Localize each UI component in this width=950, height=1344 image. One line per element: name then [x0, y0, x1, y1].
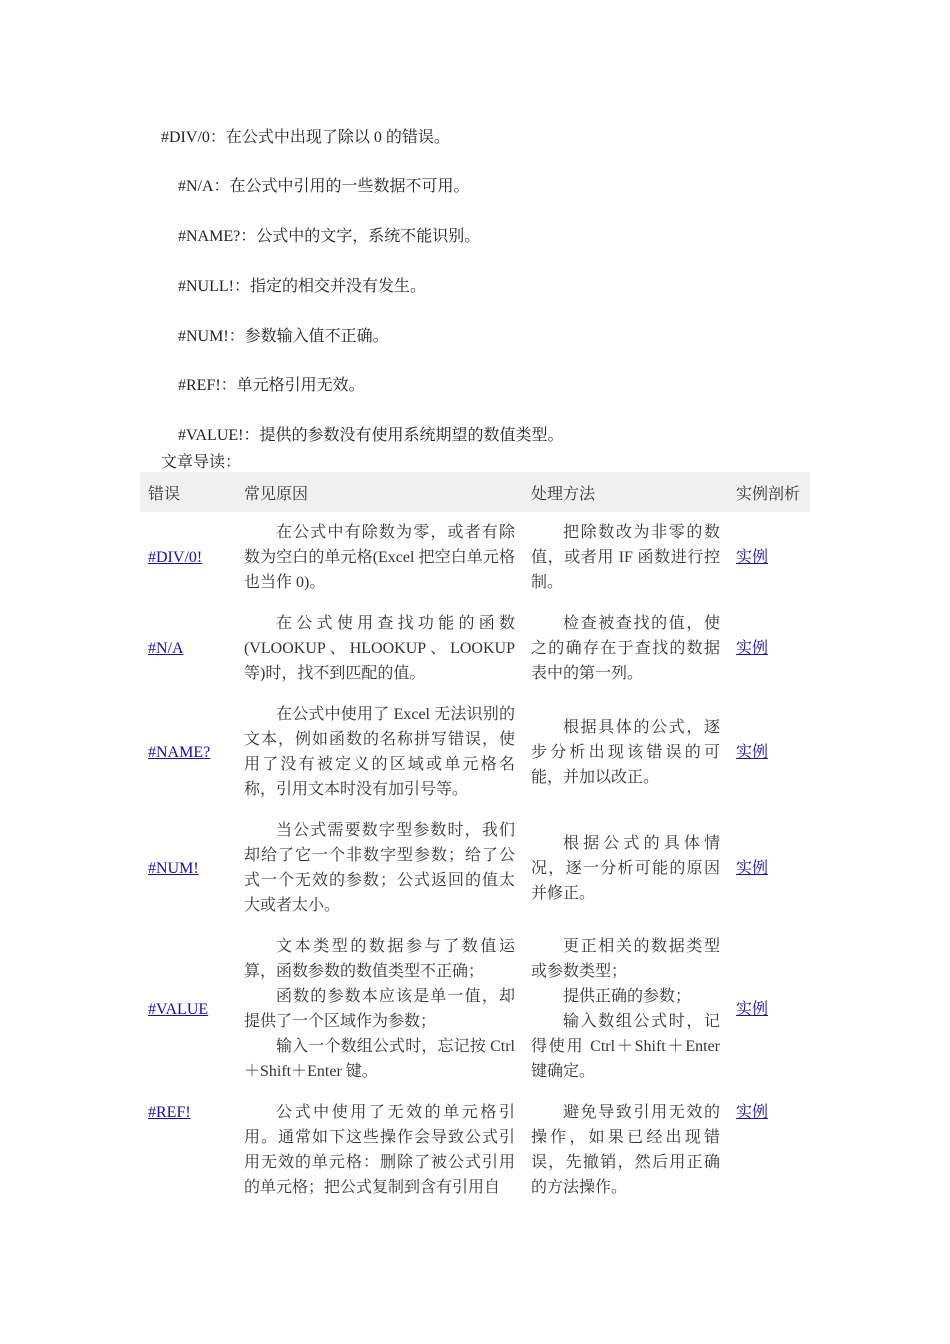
- table-row: [140, 694, 810, 810]
- intro-line-name: #NAME?：公式中的文字，系统不能识别。: [178, 228, 481, 245]
- intro-line-value: #VALUE!：提供的参数没有使用系统期望的数值类型。: [178, 427, 564, 444]
- fix-paragraph: 输入数组公式时，记得使用 Ctrl＋Shift＋Enter 键确定。: [531, 1013, 720, 1080]
- fix-paragraph: 提供正确的参数；: [563, 988, 692, 1005]
- header-fix: 处理方法: [523, 472, 728, 512]
- cause-cell: 在公式中有除数为零，或者有除数为空白的单元格(Excel 把空白单元格也当作 0)。: [244, 524, 515, 591]
- fix-cell: 检查被查找的值，使之的确存在于查找的数据表中的第一列。: [531, 615, 720, 682]
- header-error: 错误: [140, 472, 236, 512]
- cause-cell: [236, 926, 523, 1092]
- cause-paragraph: 文本类型的数据参与了数值运算，函数参数的数值类型不正确；: [244, 938, 515, 980]
- example-link[interactable]: 实例: [736, 743, 769, 761]
- table-row: [140, 810, 810, 926]
- error-link-ref[interactable]: #REF!: [148, 1104, 191, 1121]
- fix-cell: [523, 926, 728, 1092]
- error-cell: [140, 603, 236, 694]
- example-cell: [728, 1092, 810, 1208]
- example-cell: [728, 926, 810, 1092]
- header-example: 实例剖析: [728, 472, 810, 512]
- cause-paragraph: 输入一个数组公式时，忘记按 Ctrl＋Shift＋Enter 键。: [244, 1038, 515, 1080]
- fix-cell: 根据具体的公式，逐步分析出现该错误的可能，并加以改正。: [531, 718, 720, 786]
- example-link[interactable]: 实例: [736, 549, 769, 566]
- cause-cell: 在公式使用查找功能的函数(VLOOKUP、HLOOKUP、LOOKUP 等)时，找不到匹配的值。: [244, 615, 515, 682]
- intro-line-ref: #REF!：单元格引用无效。: [178, 377, 365, 394]
- example-cell: [728, 694, 810, 810]
- error-cell: [140, 810, 236, 926]
- article-guide-caption: 文章导读：: [161, 454, 242, 471]
- cause-cell: 当公式需要数字型参数时，我们却给了它一个非数字型参数；给了公式一个无效的参数；公式返回的值太大或者太小。: [244, 822, 515, 914]
- example-link[interactable]: 实例: [736, 859, 769, 877]
- fix-cell: 根据公式的具体情况，逐一分析可能的原因并修正。: [531, 834, 720, 902]
- fix-cell: 把除数改为非零的数值，或者用 IF 函数进行控制。: [531, 524, 720, 591]
- cause-cell: 公式中使用了无效的单元格引用。通常如下这些操作会导致公式引用无效的单元格：删除了被公式引用的单元格；把公式复制到含有引用自: [244, 1104, 515, 1196]
- cause-paragraph: 函数的参数本应该是单一值，却提供了一个区域作为参数；: [244, 988, 515, 1030]
- header-cause: 常见原因: [236, 472, 523, 512]
- table-row: [140, 926, 810, 1092]
- error-cell: [140, 926, 236, 1092]
- intro-line-div0: #DIV/0：在公式中出现了除以 0 的错误。: [161, 129, 450, 146]
- error-link-name[interactable]: #NAME?: [148, 743, 211, 761]
- example-cell: [728, 810, 810, 926]
- example-link[interactable]: 实例: [736, 1000, 769, 1018]
- error-link-na[interactable]: #N/A: [148, 640, 184, 657]
- fix-paragraph: 更正相关的数据类型或参数类型；: [531, 938, 720, 980]
- table-header-row: [140, 472, 810, 512]
- intro-line-num: #NUM!：参数输入值不正确。: [178, 328, 389, 345]
- fix-cell: 避免导致引用无效的操作，如果已经出现错误，先撤销，然后用正确的方法操作。: [531, 1104, 720, 1196]
- table-row: [140, 603, 810, 694]
- table-row: [140, 512, 810, 603]
- error-cell: [140, 1092, 236, 1208]
- example-cell: [728, 603, 810, 694]
- intro-line-null: #NULL!：指定的相交并没有发生。: [178, 278, 426, 295]
- error-cell: [140, 694, 236, 810]
- error-link-div0[interactable]: #DIV/0!: [148, 549, 203, 566]
- example-cell: [728, 512, 810, 603]
- example-link[interactable]: 实例: [736, 1104, 769, 1121]
- example-link[interactable]: 实例: [736, 640, 769, 657]
- intro-line-na: #N/A：在公式中引用的一些数据不可用。: [178, 178, 470, 195]
- table-row: [140, 1092, 810, 1208]
- error-link-value[interactable]: #VALUE: [148, 1000, 209, 1018]
- error-link-num[interactable]: #NUM!: [148, 859, 199, 877]
- cause-cell: 在公式中使用了 Excel 无法识别的文本，例如函数的名称拼写错误，使用了没有被定义的区域或单元格名称，引用文本时没有加引号等。: [244, 706, 515, 798]
- error-table: [140, 472, 810, 1208]
- error-cell: [140, 512, 236, 603]
